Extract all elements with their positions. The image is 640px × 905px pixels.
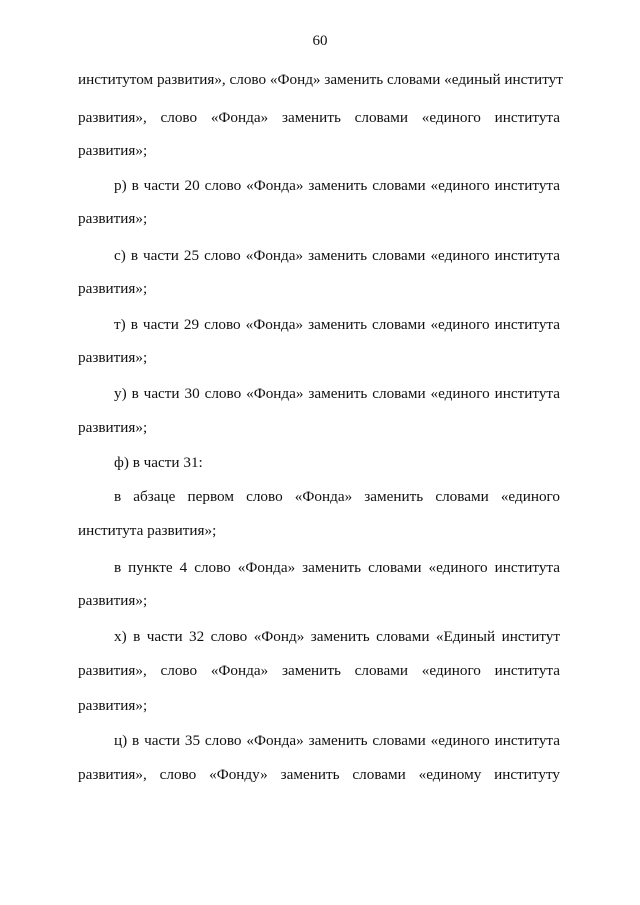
text-line: р) в части 20 слово «Фонда» заменить словами «единого института <box>114 177 560 194</box>
text-line: института развития»; <box>78 522 217 539</box>
text-line: развития»; <box>78 349 148 366</box>
text-line: развития», слово «Фонда» заменить словами «единого института <box>78 109 560 126</box>
text-line: у) в части 30 слово «Фонда» заменить словами «единого института <box>114 385 560 402</box>
text-line: ф) в части 31: <box>114 454 203 471</box>
text-line: в абзаце первом слово «Фонда» заменить словами «единого <box>114 488 560 505</box>
text-line: развития»; <box>78 142 148 159</box>
text-line: развития»; <box>78 592 148 609</box>
text-line: институтом развития», слово «Фонд» заменить словами «единый институт <box>78 71 563 88</box>
page-number: 60 <box>312 33 328 49</box>
text-line: развития», слово «Фонда» заменить словами «единого института <box>78 662 560 679</box>
text-line: ц) в части 35 слово «Фонда» заменить словами «единого института <box>114 732 560 749</box>
text-line: развития»; <box>78 280 148 297</box>
text-line: развития», слово «Фонду» заменить словами «единому институту <box>78 766 560 783</box>
text-line: х) в части 32 слово «Фонд» заменить словами «Единый институт <box>114 628 560 645</box>
text-line: с) в части 25 слово «Фонда» заменить словами «единого института <box>114 247 560 264</box>
text-line: развития»; <box>78 419 148 436</box>
text-line: развития»; <box>78 697 148 714</box>
text-line: т) в части 29 слово «Фонда» заменить словами «единого института <box>114 316 560 333</box>
text-line: в пункте 4 слово «Фонда» заменить словами «единого института <box>114 559 560 576</box>
text-line: развития»; <box>78 210 148 227</box>
